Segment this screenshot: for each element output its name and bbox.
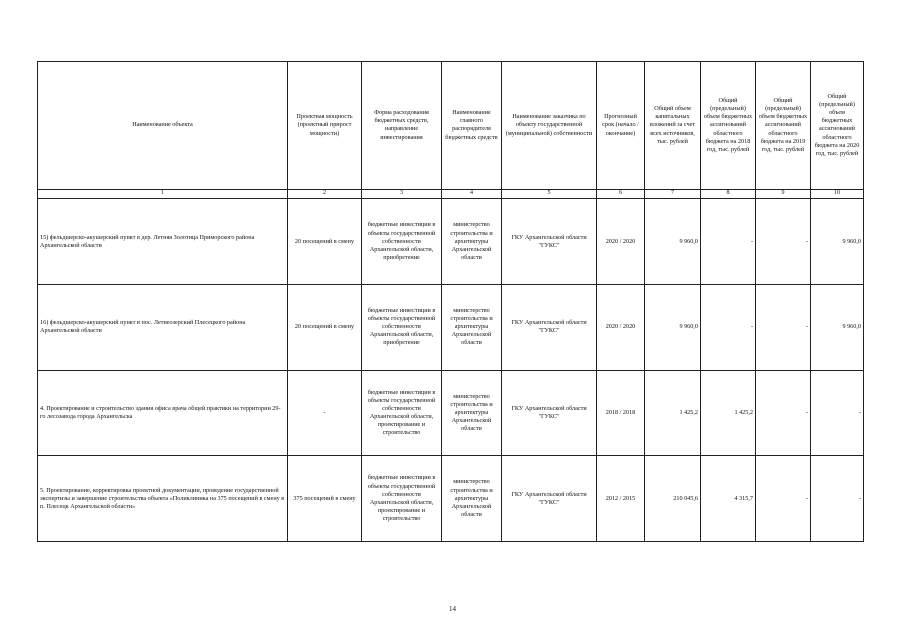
capacity: - (288, 370, 362, 456)
budget-manager: министерство строительства и архитектуры Архангельской области (442, 456, 502, 542)
capacity: 20 посещений в смену (288, 284, 362, 370)
column-number: 1 (38, 189, 288, 198)
object-name: 15) фельдшерско-акушерский пункт в дер. Летняя Золотица Приморского района Архангельской области (38, 199, 288, 285)
column-number: 9 (756, 189, 811, 198)
capacity: 375 посещений в смену (288, 456, 362, 542)
customer: ГКУ Архангельской области "ГУКС" (502, 284, 597, 370)
object-name: 5. Проектирование, корректировка проектной документации, проведение государственной экспертизы и завершение строительства объекта «Поликлиника на 375 посещений в смену в п. Плесецк Архангельской области» (38, 456, 288, 542)
header-term: Прогнозный срок (начало / окончание) (597, 62, 645, 190)
header-row (38, 62, 864, 190)
customer: ГКУ Архангельской области "ГУКС" (502, 199, 597, 285)
column-number: 7 (645, 189, 701, 198)
budget-2020: 9 960,0 (811, 199, 864, 285)
budget-2018: - (701, 199, 756, 285)
budget-2020: - (811, 370, 864, 456)
term: 2020 / 2020 (597, 284, 645, 370)
header-budget-2018: Общий (предельный) объем бюджетных ассигнований областного бюджета на 2018 год, тыс. рублей (701, 62, 756, 190)
budget-2020: - (811, 456, 864, 542)
customer: ГКУ Архангельской области "ГУКС" (502, 370, 597, 456)
budget-manager: министерство строительства и архитектуры Архангельской области (442, 199, 502, 285)
capacity: 20 посещений в смену (288, 199, 362, 285)
total-investment: 1 425,2 (645, 370, 701, 456)
spending-form: бюджетные инвестиции в объекты государственной собственности Архангельской области, приобретение (362, 199, 442, 285)
budget-2019: - (756, 370, 811, 456)
table-row (38, 284, 864, 370)
term: 2020 / 2020 (597, 199, 645, 285)
investment-table (37, 61, 864, 542)
budget-manager: министерство строительства и архитектуры Архангельской области (442, 284, 502, 370)
page-number: 14 (449, 605, 456, 613)
customer: ГКУ Архангельской области "ГУКС" (502, 456, 597, 542)
column-number: 5 (502, 189, 597, 198)
budget-2020: 9 960,0 (811, 284, 864, 370)
budget-2018: - (701, 284, 756, 370)
header-budget-2019: Общий (предельный) объем бюджетных ассигнований областного бюджета на 2019 год, тыс. рублей (756, 62, 811, 190)
budget-2019: - (756, 199, 811, 285)
column-number: 2 (288, 189, 362, 198)
column-number: 8 (701, 189, 756, 198)
header-capacity: Проектная мощность (проектный прирост мощности) (288, 62, 362, 190)
total-investment: 210 045,6 (645, 456, 701, 542)
table-row (38, 199, 864, 285)
total-investment: 9 960,0 (645, 199, 701, 285)
budget-manager: министерство строительства и архитектуры Архангельской области (442, 370, 502, 456)
total-investment: 9 960,0 (645, 284, 701, 370)
budget-2018: 4 315,7 (701, 456, 756, 542)
table-row (38, 456, 864, 542)
header-customer: Наименование заказчика по объекту государственной (муниципальной) собственности (502, 62, 597, 190)
column-number: 10 (811, 189, 864, 198)
object-name: 16) фельдшерско-акушерский пункт в пос. Летнеозерский Плесецкого района Архангельской области (38, 284, 288, 370)
object-name: 4. Проектирование и строительство здания офиса врача общей практики на территории 29-го лесозавода города Архангельска (38, 370, 288, 456)
column-number: 3 (362, 189, 442, 198)
budget-2019: - (756, 456, 811, 542)
column-number: 4 (442, 189, 502, 198)
budget-2019: - (756, 284, 811, 370)
spending-form: бюджетные инвестиции в объекты государственной собственности Архангельской области, проектирование и строительство (362, 456, 442, 542)
spending-form: бюджетные инвестиции в объекты государственной собственности Архангельской области, проектирование и строительство (362, 370, 442, 456)
header-total-investment: Общий объем капитальных вложений за счет всех источников, тыс. рублей (645, 62, 701, 190)
table-row (38, 370, 864, 456)
term: 2018 / 2018 (597, 370, 645, 456)
header-budget-manager: Наименование главного распорядителя бюджетных средств (442, 62, 502, 190)
column-number-row (38, 189, 864, 198)
header-spending-form: Форма расходования бюджетных средств, направление инвестирования (362, 62, 442, 190)
column-number: 6 (597, 189, 645, 198)
term: 2012 / 2015 (597, 456, 645, 542)
budget-2018: 1 425,2 (701, 370, 756, 456)
header-object-name: Наименование объекта (38, 62, 288, 190)
header-budget-2020: Общий (предельный) объем бюджетных ассигнований областного бюджета на 2020 год, тыс. рублей (811, 62, 864, 190)
spending-form: бюджетные инвестиции в объекты государственной собственности Архангельской области, приобретение (362, 284, 442, 370)
